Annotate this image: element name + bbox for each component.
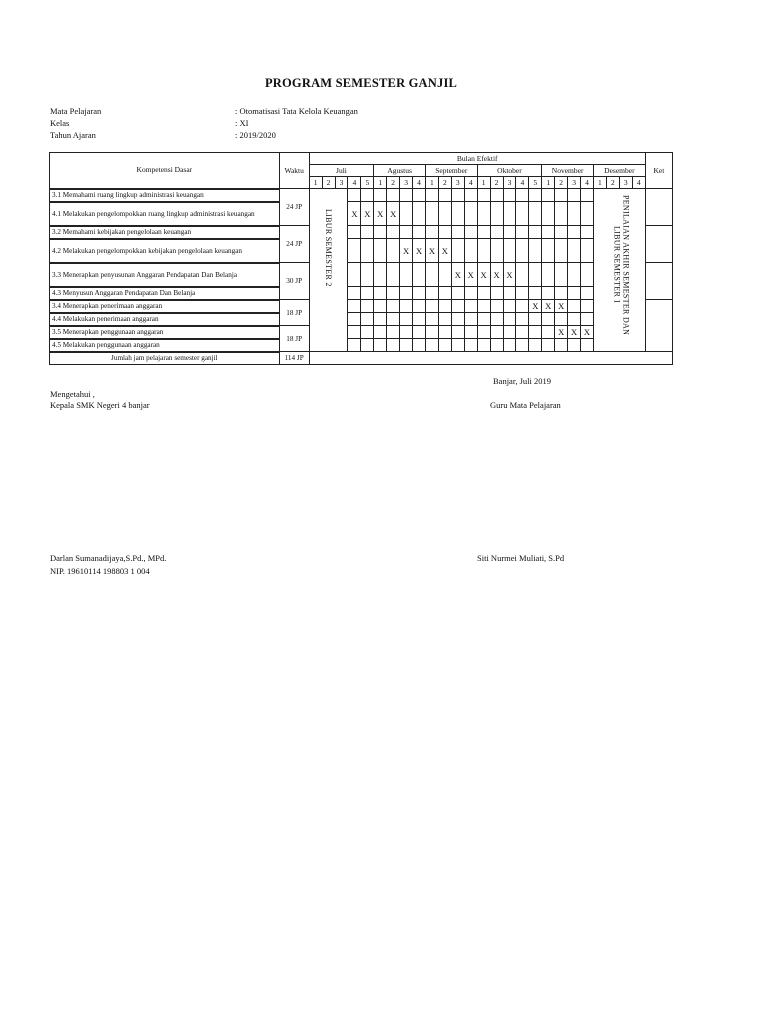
headmaster-nip: NIP. 19610114 198803 1 004 bbox=[50, 566, 150, 576]
schedule-cell bbox=[451, 226, 464, 239]
schedule-cell bbox=[477, 202, 490, 226]
schedule-cell bbox=[361, 239, 374, 263]
week-number: 4 bbox=[581, 177, 594, 189]
schedule-cell bbox=[413, 326, 426, 339]
schedule-mark: X bbox=[387, 202, 400, 226]
place-date: Banjar, Juli 2019 bbox=[493, 376, 551, 386]
schedule-mark: X bbox=[555, 300, 568, 313]
waktu-cell: 18 JP bbox=[279, 300, 309, 326]
schedule-cell bbox=[516, 263, 529, 287]
schedule-cell bbox=[529, 326, 542, 339]
table-row bbox=[50, 202, 673, 226]
schedule-cell bbox=[529, 226, 542, 239]
schedule-cell bbox=[490, 300, 503, 313]
table-row bbox=[50, 263, 673, 287]
schedule-cell bbox=[568, 339, 581, 352]
schedule-cell bbox=[529, 189, 542, 202]
schedule-cell bbox=[542, 202, 555, 226]
week-number: 1 bbox=[593, 177, 606, 189]
info-value: : Otomatisasi Tata Kelola Keuangan bbox=[235, 106, 358, 116]
schedule-cell bbox=[490, 326, 503, 339]
schedule-cell bbox=[477, 226, 490, 239]
schedule-cell bbox=[555, 189, 568, 202]
month-header: Agustus bbox=[374, 165, 426, 177]
schedule-cell bbox=[348, 226, 361, 239]
schedule-mark: X bbox=[490, 263, 503, 287]
schedule-cell bbox=[438, 189, 451, 202]
schedule-cell bbox=[568, 287, 581, 300]
schedule-cell bbox=[503, 339, 516, 352]
schedule-cell bbox=[464, 300, 477, 313]
week-number: 2 bbox=[490, 177, 503, 189]
schedule-cell bbox=[555, 339, 568, 352]
schedule-cell bbox=[581, 300, 594, 313]
schedule-cell bbox=[516, 326, 529, 339]
schedule-cell bbox=[542, 263, 555, 287]
schedule-cell bbox=[348, 239, 361, 263]
schedule-cell bbox=[529, 239, 542, 263]
week-number: 1 bbox=[309, 177, 322, 189]
table-row bbox=[50, 326, 673, 339]
schedule-cell bbox=[400, 339, 413, 352]
schedule-cell bbox=[542, 313, 555, 326]
schedule-cell bbox=[516, 226, 529, 239]
schedule-cell bbox=[529, 263, 542, 287]
total-value: 114 JP bbox=[279, 352, 309, 365]
schedule-cell bbox=[503, 287, 516, 300]
schedule-mark: X bbox=[503, 263, 516, 287]
schedule-cell bbox=[348, 287, 361, 300]
schedule-cell bbox=[451, 313, 464, 326]
schedule-cell bbox=[516, 189, 529, 202]
schedule-cell bbox=[348, 326, 361, 339]
schedule-cell bbox=[413, 339, 426, 352]
schedule-cell bbox=[503, 239, 516, 263]
schedule-cell bbox=[490, 313, 503, 326]
schedule-cell bbox=[387, 326, 400, 339]
week-number: 2 bbox=[606, 177, 619, 189]
schedule-cell bbox=[529, 202, 542, 226]
schedule-cell bbox=[581, 313, 594, 326]
schedule-mark: X bbox=[451, 263, 464, 287]
schedule-cell bbox=[490, 202, 503, 226]
schedule-cell bbox=[529, 313, 542, 326]
schedule-cell bbox=[464, 239, 477, 263]
schedule-cell bbox=[413, 313, 426, 326]
waktu-cell: 30 JP bbox=[279, 263, 309, 300]
schedule-cell bbox=[361, 313, 374, 326]
schedule-cell bbox=[581, 239, 594, 263]
waktu-cell: 18 JP bbox=[279, 326, 309, 352]
schedule-cell bbox=[503, 226, 516, 239]
header-kompetensi-dasar: Kompetensi Dasar bbox=[50, 153, 280, 189]
schedule-mark: X bbox=[477, 263, 490, 287]
schedule-cell bbox=[387, 189, 400, 202]
schedule-cell bbox=[413, 202, 426, 226]
schedule-cell bbox=[568, 239, 581, 263]
table-row bbox=[50, 189, 673, 202]
schedule-mark: X bbox=[555, 326, 568, 339]
schedule-cell bbox=[413, 263, 426, 287]
schedule-cell bbox=[555, 313, 568, 326]
schedule-cell bbox=[361, 300, 374, 313]
schedule-cell bbox=[568, 263, 581, 287]
schedule-cell bbox=[464, 189, 477, 202]
month-header: Desember bbox=[593, 165, 645, 177]
month-header: Juli bbox=[309, 165, 374, 177]
schedule-mark: X bbox=[529, 300, 542, 313]
week-number: 2 bbox=[555, 177, 568, 189]
schedule-mark: X bbox=[400, 239, 413, 263]
total-label: Jumlah jam pelajaran semester ganjil bbox=[50, 352, 280, 365]
schedule-cell bbox=[542, 226, 555, 239]
schedule-cell bbox=[477, 339, 490, 352]
schedule-cell bbox=[361, 326, 374, 339]
kompetensi-dasar-cell: 4.1 Melakukan pengelompokkan ruang lingkup administrasi keuangan bbox=[50, 202, 280, 226]
schedule-cell bbox=[425, 326, 438, 339]
week-number: 3 bbox=[568, 177, 581, 189]
waktu-cell: 24 JP bbox=[279, 189, 309, 226]
schedule-cell bbox=[413, 226, 426, 239]
kompetensi-dasar-cell: 3.4 Menerapkan penerimaan anggaran bbox=[50, 300, 280, 313]
schedule-cell bbox=[568, 189, 581, 202]
schedule-cell bbox=[568, 226, 581, 239]
week-number: 1 bbox=[374, 177, 387, 189]
libur-semester-2-label: LIBUR SEMESTER 2 bbox=[324, 209, 334, 287]
schedule-cell bbox=[438, 287, 451, 300]
table-row bbox=[50, 239, 673, 263]
schedule-cell bbox=[374, 287, 387, 300]
total-row bbox=[50, 352, 673, 365]
info-label: Tahun Ajaran bbox=[50, 130, 96, 140]
header-waktu: Waktu bbox=[279, 153, 309, 189]
schedule-cell bbox=[503, 202, 516, 226]
schedule-cell bbox=[477, 326, 490, 339]
kompetensi-dasar-cell: 4.3 Menyusun Anggaran Pendapatan Dan Belanja bbox=[50, 287, 280, 300]
schedule-mark: X bbox=[542, 300, 555, 313]
total-row-empty bbox=[309, 352, 672, 365]
month-header: September bbox=[425, 165, 477, 177]
schedule-cell bbox=[374, 239, 387, 263]
schedule-cell bbox=[503, 326, 516, 339]
schedule-cell bbox=[374, 189, 387, 202]
info-label: Kelas bbox=[50, 118, 70, 128]
schedule-cell bbox=[516, 287, 529, 300]
schedule-cell bbox=[387, 339, 400, 352]
schedule-cell bbox=[529, 287, 542, 300]
schedule-cell bbox=[490, 287, 503, 300]
schedule-cell bbox=[542, 239, 555, 263]
schedule-cell bbox=[348, 313, 361, 326]
ket-cell bbox=[645, 189, 672, 226]
schedule-mark: X bbox=[413, 239, 426, 263]
schedule-mark: X bbox=[581, 326, 594, 339]
schedule-cell bbox=[503, 300, 516, 313]
schedule-cell bbox=[490, 239, 503, 263]
schedule-cell bbox=[387, 226, 400, 239]
schedule-cell bbox=[555, 202, 568, 226]
ket-cell bbox=[645, 300, 672, 352]
schedule-cell bbox=[542, 326, 555, 339]
kompetensi-dasar-cell: 3.3 Menerapkan penyusunan Anggaran Pendapatan Dan Belanja bbox=[50, 263, 280, 287]
schedule-cell bbox=[400, 202, 413, 226]
table-row bbox=[50, 287, 673, 300]
schedule-cell bbox=[542, 339, 555, 352]
schedule-cell bbox=[555, 239, 568, 263]
month-header: November bbox=[542, 165, 594, 177]
schedule-cell bbox=[451, 202, 464, 226]
schedule-cell bbox=[374, 263, 387, 287]
headmaster-role: Kepala SMK Negeri 4 banjar bbox=[50, 400, 150, 410]
schedule-cell bbox=[451, 300, 464, 313]
schedule-cell bbox=[490, 189, 503, 202]
schedule-cell bbox=[542, 287, 555, 300]
program-semester-table bbox=[49, 152, 673, 365]
schedule-cell bbox=[425, 226, 438, 239]
schedule-cell bbox=[477, 300, 490, 313]
schedule-cell bbox=[451, 239, 464, 263]
week-number: 4 bbox=[632, 177, 645, 189]
schedule-cell bbox=[400, 313, 413, 326]
table-row bbox=[50, 226, 673, 239]
week-number: 5 bbox=[361, 177, 374, 189]
schedule-cell bbox=[581, 339, 594, 352]
schedule-cell bbox=[438, 263, 451, 287]
schedule-cell bbox=[477, 287, 490, 300]
schedule-cell bbox=[490, 226, 503, 239]
week-number: 3 bbox=[619, 177, 632, 189]
penilaian-akhir-semester-label: PENILAIAN AKHIR SEMESTER DAN LIBUR SEMESTER 1 bbox=[612, 194, 631, 336]
schedule-cell bbox=[490, 339, 503, 352]
schedule-cell bbox=[413, 300, 426, 313]
schedule-mark: X bbox=[464, 263, 477, 287]
week-number: 1 bbox=[477, 177, 490, 189]
month-header: Oktober bbox=[477, 165, 542, 177]
schedule-cell bbox=[374, 339, 387, 352]
schedule-cell bbox=[413, 189, 426, 202]
headmaster-name: Darlan Sumanadijaya,S.Pd., MPd. bbox=[50, 553, 167, 563]
table-row bbox=[50, 313, 673, 326]
schedule-cell bbox=[387, 239, 400, 263]
waktu-cell: 24 JP bbox=[279, 226, 309, 263]
schedule-cell bbox=[464, 339, 477, 352]
schedule-cell bbox=[425, 339, 438, 352]
week-number: 3 bbox=[335, 177, 348, 189]
schedule-cell bbox=[348, 300, 361, 313]
schedule-cell bbox=[438, 339, 451, 352]
schedule-mark: X bbox=[361, 202, 374, 226]
schedule-cell bbox=[425, 300, 438, 313]
info-label: Mata Pelajaran bbox=[50, 106, 102, 116]
schedule-cell bbox=[425, 263, 438, 287]
week-number: 5 bbox=[529, 177, 542, 189]
schedule-cell bbox=[425, 202, 438, 226]
week-number: 4 bbox=[516, 177, 529, 189]
schedule-cell bbox=[477, 239, 490, 263]
schedule-cell bbox=[555, 287, 568, 300]
page-title: PROGRAM SEMESTER GANJIL bbox=[264, 76, 458, 90]
week-number: 4 bbox=[413, 177, 426, 189]
week-number: 3 bbox=[400, 177, 413, 189]
schedule-cell bbox=[400, 287, 413, 300]
schedule-cell bbox=[387, 263, 400, 287]
schedule-cell bbox=[464, 326, 477, 339]
schedule-cell bbox=[516, 239, 529, 263]
schedule-cell bbox=[542, 189, 555, 202]
schedule-cell bbox=[464, 226, 477, 239]
schedule-cell bbox=[361, 287, 374, 300]
schedule-cell bbox=[361, 226, 374, 239]
week-number: 1 bbox=[425, 177, 438, 189]
schedule-cell bbox=[568, 300, 581, 313]
schedule-cell bbox=[374, 226, 387, 239]
schedule-cell bbox=[374, 313, 387, 326]
schedule-cell bbox=[400, 189, 413, 202]
week-number: 4 bbox=[464, 177, 477, 189]
info-value: : XI bbox=[235, 118, 249, 128]
week-number: 3 bbox=[451, 177, 464, 189]
schedule-cell bbox=[568, 202, 581, 226]
schedule-mark: X bbox=[568, 326, 581, 339]
schedule-mark: X bbox=[348, 202, 361, 226]
approval-text: Mengetahui , bbox=[50, 389, 95, 399]
kompetensi-dasar-cell: 3.5 Menerapkan penggunaan anggaran bbox=[50, 326, 280, 339]
week-number: 3 bbox=[503, 177, 516, 189]
teacher-role: Guru Mata Pelajaran bbox=[490, 400, 561, 410]
header-ket: Ket bbox=[645, 153, 672, 189]
schedule-cell bbox=[361, 263, 374, 287]
schedule-cell bbox=[387, 313, 400, 326]
schedule-cell bbox=[387, 300, 400, 313]
schedule-cell bbox=[464, 313, 477, 326]
ket-cell bbox=[645, 263, 672, 300]
schedule-cell bbox=[464, 202, 477, 226]
schedule-cell bbox=[374, 326, 387, 339]
schedule-cell bbox=[464, 287, 477, 300]
schedule-cell bbox=[387, 287, 400, 300]
schedule-cell bbox=[503, 313, 516, 326]
schedule-cell bbox=[438, 326, 451, 339]
header-bulan-efektif: Bulan Efektif bbox=[309, 153, 645, 165]
schedule-cell bbox=[348, 263, 361, 287]
schedule-cell bbox=[477, 313, 490, 326]
kompetensi-dasar-cell: 4.2 Melakukan pengelompokkan kebijakan pengelolaan keuangan bbox=[50, 239, 280, 263]
kompetensi-dasar-cell: 4.4 Melakukan penerimaan anggaran bbox=[50, 313, 280, 326]
schedule-cell bbox=[413, 287, 426, 300]
schedule-cell bbox=[400, 226, 413, 239]
schedule-cell bbox=[425, 313, 438, 326]
schedule-cell bbox=[438, 226, 451, 239]
schedule-cell bbox=[503, 189, 516, 202]
schedule-cell bbox=[400, 300, 413, 313]
schedule-cell bbox=[400, 263, 413, 287]
week-number: 2 bbox=[438, 177, 451, 189]
info-value: : 2019/2020 bbox=[235, 130, 276, 140]
schedule-cell bbox=[516, 202, 529, 226]
kompetensi-dasar-cell: 4.5 Melakukan penggunaan anggaran bbox=[50, 339, 280, 352]
schedule-mark: X bbox=[425, 239, 438, 263]
week-number: 2 bbox=[387, 177, 400, 189]
kompetensi-dasar-cell: 3.2 Memahami kebijakan pengelolaan keuangan bbox=[50, 226, 280, 239]
schedule-cell bbox=[400, 326, 413, 339]
schedule-cell bbox=[555, 226, 568, 239]
schedule-cell bbox=[529, 339, 542, 352]
schedule-cell bbox=[451, 287, 464, 300]
teacher-name: Siti Nurmei Muliati, S.Pd bbox=[477, 553, 565, 563]
schedule-cell bbox=[581, 189, 594, 202]
schedule-cell bbox=[451, 189, 464, 202]
schedule-cell bbox=[425, 287, 438, 300]
schedule-cell bbox=[438, 313, 451, 326]
table-row bbox=[50, 300, 673, 313]
table-row bbox=[50, 339, 673, 352]
schedule-cell bbox=[348, 339, 361, 352]
schedule-cell bbox=[438, 202, 451, 226]
schedule-cell bbox=[361, 339, 374, 352]
schedule-cell bbox=[516, 313, 529, 326]
schedule-cell bbox=[451, 326, 464, 339]
schedule-cell bbox=[555, 263, 568, 287]
schedule-cell bbox=[361, 189, 374, 202]
ket-cell bbox=[645, 226, 672, 263]
week-number: 1 bbox=[542, 177, 555, 189]
week-number: 2 bbox=[322, 177, 335, 189]
schedule-cell bbox=[477, 189, 490, 202]
schedule-cell bbox=[581, 263, 594, 287]
week-number: 4 bbox=[348, 177, 361, 189]
schedule-cell bbox=[516, 300, 529, 313]
penilaian-akhir-semester-cell bbox=[593, 189, 645, 352]
schedule-cell bbox=[581, 287, 594, 300]
schedule-cell bbox=[374, 300, 387, 313]
schedule-cell bbox=[438, 300, 451, 313]
schedule-cell bbox=[568, 313, 581, 326]
kompetensi-dasar-cell: 3.1 Memahami ruang lingkup administrasi keuangan bbox=[50, 189, 280, 202]
schedule-cell bbox=[581, 202, 594, 226]
schedule-mark: X bbox=[438, 239, 451, 263]
schedule-cell bbox=[348, 189, 361, 202]
schedule-cell bbox=[516, 339, 529, 352]
schedule-cell bbox=[581, 226, 594, 239]
schedule-cell bbox=[425, 189, 438, 202]
schedule-cell bbox=[451, 339, 464, 352]
libur-semester-2-cell bbox=[309, 189, 348, 352]
schedule-mark: X bbox=[374, 202, 387, 226]
